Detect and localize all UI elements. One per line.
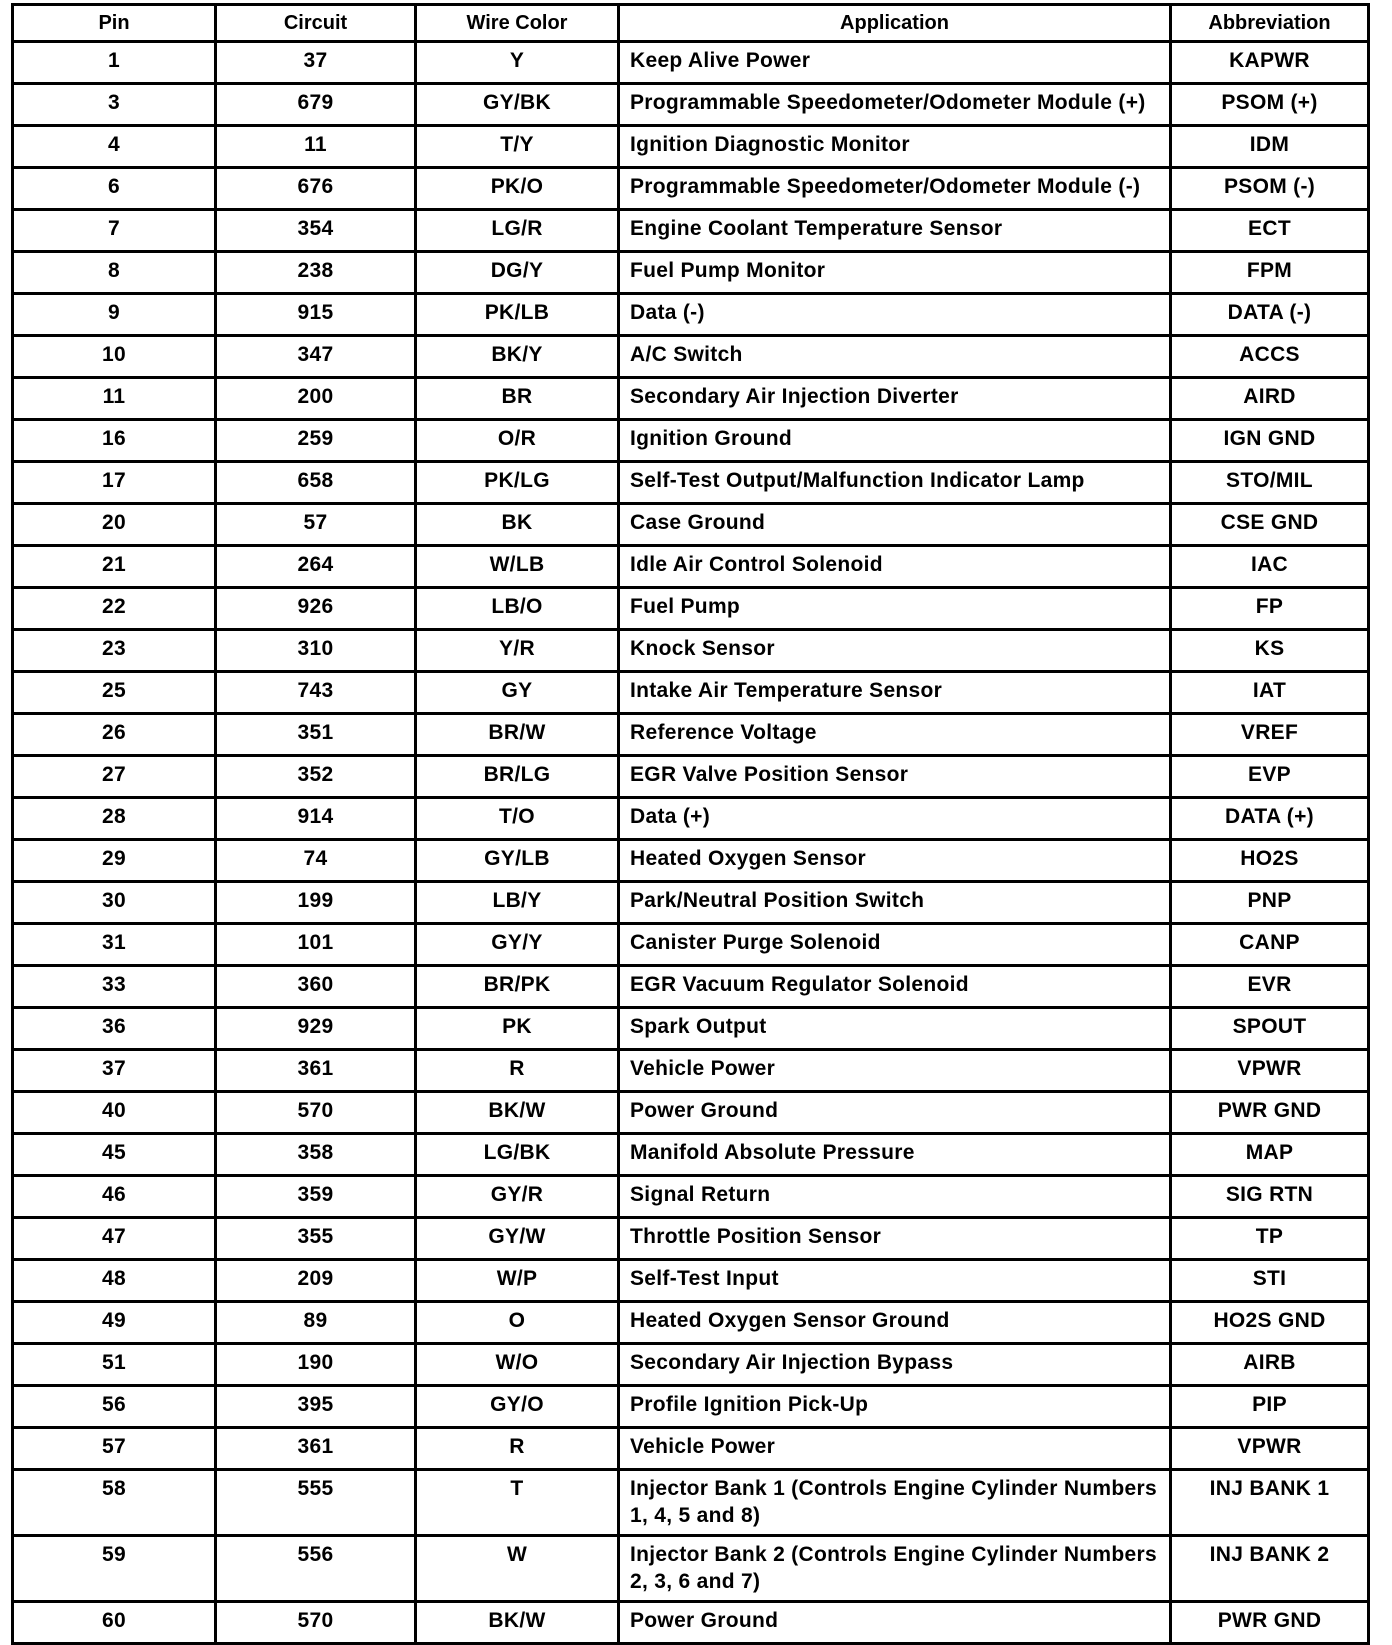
table-body	[13, 42, 1369, 1644]
cell-application: Programmable Speedometer/Odometer Module (-)	[619, 168, 1171, 210]
table-row	[13, 126, 1369, 168]
table-row	[13, 84, 1369, 126]
cell-wire-color: Y/R	[416, 630, 619, 672]
table-row	[13, 1050, 1369, 1092]
cell-pin: 59	[13, 1536, 216, 1602]
cell-circuit: 915	[216, 294, 416, 336]
cell-pin: 30	[13, 882, 216, 924]
table-row	[13, 1386, 1369, 1428]
cell-wire-color: W/LB	[416, 546, 619, 588]
cell-wire-color: BR	[416, 378, 619, 420]
table-row	[13, 210, 1369, 252]
cell-abbreviation: EVP	[1171, 756, 1369, 798]
table-row	[13, 1218, 1369, 1260]
cell-application: EGR Vacuum Regulator Solenoid	[619, 966, 1171, 1008]
cell-wire-color: W/O	[416, 1344, 619, 1386]
cell-abbreviation: PNP	[1171, 882, 1369, 924]
cell-abbreviation: TP	[1171, 1218, 1369, 1260]
cell-pin: 58	[13, 1470, 216, 1536]
table-row	[13, 1134, 1369, 1176]
cell-pin: 8	[13, 252, 216, 294]
cell-circuit: 361	[216, 1428, 416, 1470]
cell-circuit: 57	[216, 504, 416, 546]
cell-circuit: 570	[216, 1092, 416, 1134]
cell-wire-color: GY/W	[416, 1218, 619, 1260]
cell-application: Reference Voltage	[619, 714, 1171, 756]
cell-wire-color: O	[416, 1302, 619, 1344]
cell-pin: 9	[13, 294, 216, 336]
cell-wire-color: GY/Y	[416, 924, 619, 966]
table-row	[13, 462, 1369, 504]
cell-circuit: 74	[216, 840, 416, 882]
table-row	[13, 1092, 1369, 1134]
cell-application: Throttle Position Sensor	[619, 1218, 1171, 1260]
cell-pin: 48	[13, 1260, 216, 1302]
cell-abbreviation: EVR	[1171, 966, 1369, 1008]
cell-pin: 17	[13, 462, 216, 504]
cell-circuit: 238	[216, 252, 416, 294]
cell-application: Profile Ignition Pick-Up	[619, 1386, 1171, 1428]
cell-pin: 27	[13, 756, 216, 798]
cell-application: Vehicle Power	[619, 1428, 1171, 1470]
cell-application: Intake Air Temperature Sensor	[619, 672, 1171, 714]
cell-pin: 33	[13, 966, 216, 1008]
pin-table-container	[11, 3, 1367, 1645]
cell-abbreviation: SIG RTN	[1171, 1176, 1369, 1218]
table-row	[13, 882, 1369, 924]
table-row	[13, 1428, 1369, 1470]
cell-wire-color: BR/LG	[416, 756, 619, 798]
header-row	[13, 5, 1369, 42]
cell-abbreviation: INJ BANK 1	[1171, 1470, 1369, 1536]
header-abbreviation: Abbreviation	[1171, 5, 1369, 42]
cell-wire-color: GY	[416, 672, 619, 714]
cell-circuit: 676	[216, 168, 416, 210]
cell-wire-color: GY/BK	[416, 84, 619, 126]
cell-pin: 4	[13, 126, 216, 168]
cell-application: Manifold Absolute Pressure	[619, 1134, 1171, 1176]
table-row	[13, 1344, 1369, 1386]
cell-wire-color: GY/LB	[416, 840, 619, 882]
cell-circuit: 570	[216, 1602, 416, 1644]
cell-pin: 56	[13, 1386, 216, 1428]
cell-wire-color: T/Y	[416, 126, 619, 168]
cell-wire-color: R	[416, 1428, 619, 1470]
cell-wire-color: BR/W	[416, 714, 619, 756]
cell-circuit: 351	[216, 714, 416, 756]
cell-abbreviation: CANP	[1171, 924, 1369, 966]
cell-circuit: 743	[216, 672, 416, 714]
cell-wire-color: BK/W	[416, 1602, 619, 1644]
cell-abbreviation: INJ BANK 2	[1171, 1536, 1369, 1602]
cell-wire-color: T/O	[416, 798, 619, 840]
cell-pin: 57	[13, 1428, 216, 1470]
cell-application: Power Ground	[619, 1092, 1171, 1134]
table-row	[13, 252, 1369, 294]
cell-pin: 11	[13, 378, 216, 420]
table-row	[13, 672, 1369, 714]
cell-application: Data (-)	[619, 294, 1171, 336]
table-header	[13, 5, 1369, 42]
table-row	[13, 1302, 1369, 1344]
cell-application: Self-Test Output/Malfunction Indicator Lamp	[619, 462, 1171, 504]
cell-circuit: 361	[216, 1050, 416, 1092]
cell-wire-color: O/R	[416, 420, 619, 462]
table-row	[13, 294, 1369, 336]
cell-application: Knock Sensor	[619, 630, 1171, 672]
cell-circuit: 89	[216, 1302, 416, 1344]
cell-pin: 22	[13, 588, 216, 630]
cell-wire-color: LG/BK	[416, 1134, 619, 1176]
table-row	[13, 420, 1369, 462]
cell-pin: 6	[13, 168, 216, 210]
cell-wire-color: PK/LB	[416, 294, 619, 336]
cell-application: Power Ground	[619, 1602, 1171, 1644]
cell-abbreviation: AIRB	[1171, 1344, 1369, 1386]
cell-abbreviation: KAPWR	[1171, 42, 1369, 84]
table-row	[13, 1260, 1369, 1302]
cell-abbreviation: IGN GND	[1171, 420, 1369, 462]
cell-circuit: 354	[216, 210, 416, 252]
cell-circuit: 555	[216, 1470, 416, 1536]
cell-pin: 31	[13, 924, 216, 966]
table-row	[13, 378, 1369, 420]
cell-circuit: 679	[216, 84, 416, 126]
table-row	[13, 1008, 1369, 1050]
cell-circuit: 929	[216, 1008, 416, 1050]
cell-circuit: 11	[216, 126, 416, 168]
table-row	[13, 840, 1369, 882]
cell-pin: 29	[13, 840, 216, 882]
cell-application: Case Ground	[619, 504, 1171, 546]
table-row	[13, 546, 1369, 588]
cell-pin: 46	[13, 1176, 216, 1218]
cell-abbreviation: PWR GND	[1171, 1092, 1369, 1134]
cell-wire-color: BR/PK	[416, 966, 619, 1008]
cell-abbreviation: HO2S GND	[1171, 1302, 1369, 1344]
cell-application: Fuel Pump	[619, 588, 1171, 630]
cell-circuit: 259	[216, 420, 416, 462]
cell-pin: 28	[13, 798, 216, 840]
cell-circuit: 310	[216, 630, 416, 672]
cell-circuit: 360	[216, 966, 416, 1008]
cell-pin: 10	[13, 336, 216, 378]
cell-wire-color: DG/Y	[416, 252, 619, 294]
cell-wire-color: R	[416, 1050, 619, 1092]
cell-abbreviation: IAC	[1171, 546, 1369, 588]
table-row	[13, 966, 1369, 1008]
cell-application: Ignition Ground	[619, 420, 1171, 462]
cell-application: Heated Oxygen Sensor	[619, 840, 1171, 882]
cell-wire-color: GY/O	[416, 1386, 619, 1428]
cell-application: Secondary Air Injection Diverter	[619, 378, 1171, 420]
cell-circuit: 926	[216, 588, 416, 630]
cell-wire-color: PK/O	[416, 168, 619, 210]
cell-circuit: 37	[216, 42, 416, 84]
header-wire-color: Wire Color	[416, 5, 619, 42]
cell-circuit: 355	[216, 1218, 416, 1260]
cell-abbreviation: VPWR	[1171, 1050, 1369, 1092]
table-row	[13, 336, 1369, 378]
cell-application: Data (+)	[619, 798, 1171, 840]
cell-pin: 1	[13, 42, 216, 84]
cell-circuit: 264	[216, 546, 416, 588]
cell-circuit: 556	[216, 1536, 416, 1602]
cell-pin: 49	[13, 1302, 216, 1344]
cell-abbreviation: DATA (-)	[1171, 294, 1369, 336]
cell-abbreviation: KS	[1171, 630, 1369, 672]
cell-abbreviation: PWR GND	[1171, 1602, 1369, 1644]
cell-abbreviation: MAP	[1171, 1134, 1369, 1176]
cell-wire-color: Y	[416, 42, 619, 84]
table-row	[13, 504, 1369, 546]
pin-table	[11, 3, 1370, 1645]
cell-pin: 23	[13, 630, 216, 672]
cell-application: Self-Test Input	[619, 1260, 1171, 1302]
cell-pin: 40	[13, 1092, 216, 1134]
cell-pin: 3	[13, 84, 216, 126]
cell-application: Engine Coolant Temperature Sensor	[619, 210, 1171, 252]
cell-application: Injector Bank 2 (Controls Engine Cylinder Numbers 2, 3, 6 and 7)	[619, 1536, 1171, 1602]
cell-application: A/C Switch	[619, 336, 1171, 378]
header-pin: Pin	[13, 5, 216, 42]
cell-abbreviation: CSE GND	[1171, 504, 1369, 546]
cell-pin: 25	[13, 672, 216, 714]
cell-abbreviation: IDM	[1171, 126, 1369, 168]
cell-abbreviation: IAT	[1171, 672, 1369, 714]
cell-pin: 7	[13, 210, 216, 252]
cell-application: Injector Bank 1 (Controls Engine Cylinder Numbers 1, 4, 5 and 8)	[619, 1470, 1171, 1536]
cell-abbreviation: VPWR	[1171, 1428, 1369, 1470]
header-circuit: Circuit	[216, 5, 416, 42]
cell-pin: 47	[13, 1218, 216, 1260]
cell-abbreviation: PSOM (-)	[1171, 168, 1369, 210]
cell-circuit: 200	[216, 378, 416, 420]
table-row	[13, 924, 1369, 966]
cell-wire-color: W	[416, 1536, 619, 1602]
table-row	[13, 1602, 1369, 1644]
cell-abbreviation: DATA (+)	[1171, 798, 1369, 840]
cell-pin: 21	[13, 546, 216, 588]
cell-circuit: 395	[216, 1386, 416, 1428]
cell-application: Fuel Pump Monitor	[619, 252, 1171, 294]
cell-pin: 20	[13, 504, 216, 546]
cell-circuit: 209	[216, 1260, 416, 1302]
cell-circuit: 914	[216, 798, 416, 840]
cell-abbreviation: ACCS	[1171, 336, 1369, 378]
table-row	[13, 588, 1369, 630]
cell-abbreviation: FP	[1171, 588, 1369, 630]
table-row	[13, 798, 1369, 840]
cell-application: Park/Neutral Position Switch	[619, 882, 1171, 924]
cell-abbreviation: PIP	[1171, 1386, 1369, 1428]
cell-abbreviation: AIRD	[1171, 378, 1369, 420]
cell-circuit: 347	[216, 336, 416, 378]
cell-pin: 60	[13, 1602, 216, 1644]
cell-application: Idle Air Control Solenoid	[619, 546, 1171, 588]
cell-abbreviation: STO/MIL	[1171, 462, 1369, 504]
cell-circuit: 658	[216, 462, 416, 504]
cell-abbreviation: PSOM (+)	[1171, 84, 1369, 126]
cell-abbreviation: SPOUT	[1171, 1008, 1369, 1050]
cell-circuit: 101	[216, 924, 416, 966]
cell-abbreviation: HO2S	[1171, 840, 1369, 882]
cell-pin: 37	[13, 1050, 216, 1092]
cell-application: Canister Purge Solenoid	[619, 924, 1171, 966]
table-row	[13, 42, 1369, 84]
cell-application: Secondary Air Injection Bypass	[619, 1344, 1171, 1386]
cell-application: EGR Valve Position Sensor	[619, 756, 1171, 798]
cell-pin: 26	[13, 714, 216, 756]
cell-wire-color: GY/R	[416, 1176, 619, 1218]
cell-pin: 45	[13, 1134, 216, 1176]
cell-wire-color: BK/W	[416, 1092, 619, 1134]
cell-application: Ignition Diagnostic Monitor	[619, 126, 1171, 168]
cell-abbreviation: ECT	[1171, 210, 1369, 252]
cell-circuit: 358	[216, 1134, 416, 1176]
cell-circuit: 352	[216, 756, 416, 798]
table-row	[13, 714, 1369, 756]
cell-abbreviation: VREF	[1171, 714, 1369, 756]
cell-application: Spark Output	[619, 1008, 1171, 1050]
cell-application: Heated Oxygen Sensor Ground	[619, 1302, 1171, 1344]
cell-wire-color: T	[416, 1470, 619, 1536]
cell-wire-color: BK/Y	[416, 336, 619, 378]
cell-wire-color: LG/R	[416, 210, 619, 252]
cell-application: Signal Return	[619, 1176, 1171, 1218]
cell-pin: 16	[13, 420, 216, 462]
table-row	[13, 1176, 1369, 1218]
cell-pin: 51	[13, 1344, 216, 1386]
header-application: Application	[619, 5, 1171, 42]
cell-circuit: 199	[216, 882, 416, 924]
cell-wire-color: BK	[416, 504, 619, 546]
cell-pin: 36	[13, 1008, 216, 1050]
table-row	[13, 1470, 1369, 1536]
cell-circuit: 190	[216, 1344, 416, 1386]
cell-application: Keep Alive Power	[619, 42, 1171, 84]
cell-wire-color: LB/Y	[416, 882, 619, 924]
cell-wire-color: W/P	[416, 1260, 619, 1302]
cell-wire-color: PK/LG	[416, 462, 619, 504]
table-row	[13, 756, 1369, 798]
cell-abbreviation: FPM	[1171, 252, 1369, 294]
table-row	[13, 1536, 1369, 1602]
table-row	[13, 168, 1369, 210]
cell-circuit: 359	[216, 1176, 416, 1218]
cell-wire-color: PK	[416, 1008, 619, 1050]
cell-abbreviation: STI	[1171, 1260, 1369, 1302]
cell-application: Vehicle Power	[619, 1050, 1171, 1092]
cell-application: Programmable Speedometer/Odometer Module (+)	[619, 84, 1171, 126]
table-row	[13, 630, 1369, 672]
cell-wire-color: LB/O	[416, 588, 619, 630]
